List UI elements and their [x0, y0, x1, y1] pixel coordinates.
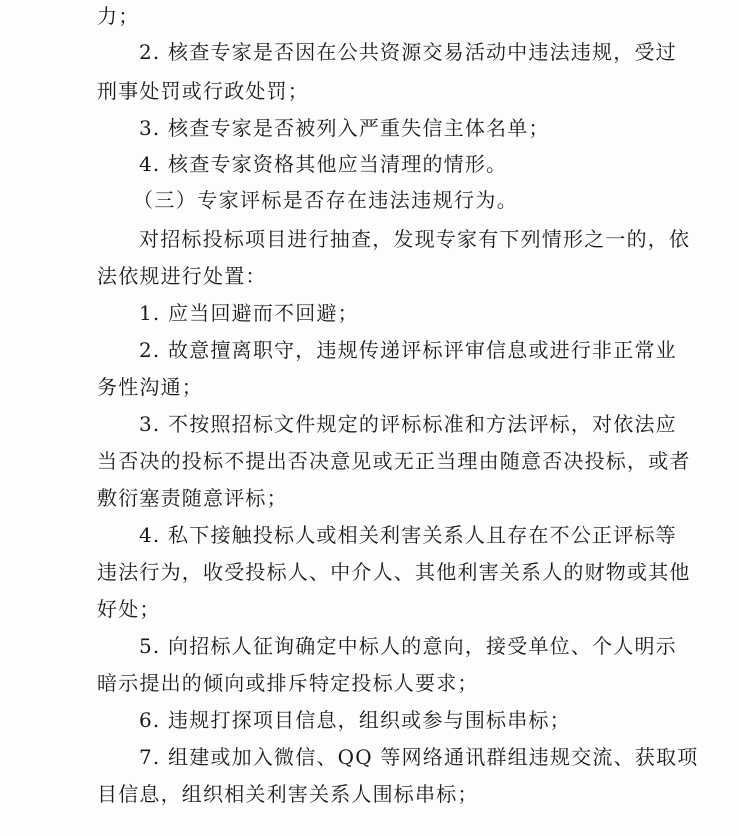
list-item-check-3: 3. 核查专家是否被列入严重失信主体名单；	[139, 116, 550, 140]
list-item-7: 7. 组建或加入微信、QQ 等网络通讯群组违规交流、获取项	[139, 745, 699, 769]
list-item-cont: 敷衍塞责随意评标；	[97, 486, 288, 510]
list-item-check-2: 2. 核查专家是否因在公共资源交易活动中违法违规，受过	[139, 40, 677, 64]
paragraph-line: 法依规进行处置：	[97, 264, 267, 288]
text-line-cont: 刑事处罚或行政处罚；	[97, 79, 309, 103]
list-item-2: 2. 故意擅离职守，违规传递评标评审信息或进行非正常业	[139, 338, 677, 362]
list-item-1: 1. 应当回避而不回避；	[139, 301, 359, 325]
list-item-cont: 暗示提出的倾向或排斥特定投标人要求；	[97, 671, 479, 695]
list-item-5: 5. 向招标人征询确定中标人的意向，接受单位、个人明示	[139, 634, 677, 658]
list-item-6: 6. 违规打探项目信息，组织或参与围标串标；	[139, 708, 571, 732]
list-item-cont: 违法行为，收受投标人、中介人、其他利害关系人的财物或其他	[97, 560, 691, 584]
list-item-cont: 当否决的投标不提出否决意见或无正当理由随意否决投标，或者	[97, 449, 691, 473]
list-item-3: 3. 不按照招标文件规定的评标标准和方法评标，对依法应	[139, 412, 677, 436]
list-item-cont: 目信息，组织相关利害关系人围标串标；	[97, 782, 479, 806]
list-item-check-4: 4. 核查专家资格其他应当清理的情形。	[139, 152, 508, 176]
list-item-cont: 务性沟通；	[97, 375, 203, 399]
paragraph-line: 对招标投标项目进行抽查，发现专家有下列情形之一的，依	[139, 227, 691, 251]
list-item-4: 4. 私下接触投标人或相关利害关系人且存在不公正评标等	[139, 523, 677, 547]
text-line-cont: 力；	[97, 4, 140, 28]
list-item-cont: 好处；	[97, 597, 161, 621]
section-heading: （三）专家评标是否存在违法违规行为。	[133, 188, 519, 212]
